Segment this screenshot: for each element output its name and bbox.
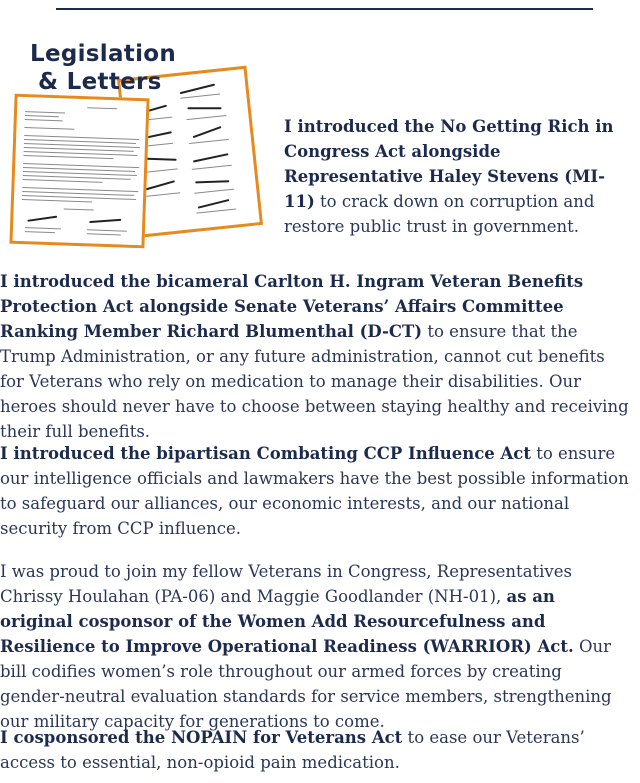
- item-text: to ensure our intelligence officials and lawmakers have the best possible information to safeguard our alliances, our economic interests, and our national security from CCP influence.: [0, 444, 629, 538]
- section-title-line2: & Letters: [38, 69, 162, 95]
- item-veteran-benefits-act: [0, 269, 630, 444]
- top-divider: [56, 8, 593, 10]
- item-bold: I introduced the bicameral Carlton H. Ingram Veteran Benefits Protection Act alongside Senate Veterans’ Affairs Committee Ranking Member Richard Blumenthal (D-CT): [0, 272, 584, 341]
- item-nopain-act: [0, 725, 630, 775]
- section-title-line1: Legislation: [30, 41, 177, 67]
- letter-page-image: [9, 94, 149, 249]
- item-warrior-act: [0, 559, 630, 734]
- item-text: Our bill codifies women’s role throughout our armed forces by creating gender-neutral evaluation standards for service members, strengthening our military capacity for generations to come.: [0, 637, 612, 731]
- item-bold: I cosponsored the NOPAIN for Veterans Act: [0, 728, 403, 747]
- item-bold: as an original cosponsor of the Women Add Resourcefulness and Resilience to Improve Operational Readiness (WARRIOR) Act.: [0, 587, 574, 656]
- item-no-getting-rich-act: [284, 114, 624, 239]
- section-title: [26, 40, 226, 96]
- item-text: to ease our Veterans’ access to essential, non-opioid pain medication.: [0, 728, 585, 772]
- item-ccp-influence-act: [0, 441, 630, 541]
- item-text: to ensure that the Trump Administration, or any future administration, cannot cut benefits for Veterans who rely on medication to manage their disabilities. Our heroes should never have to choose between staying healthy and receiving their full benefits.: [0, 322, 629, 441]
- item-text-pre: I was proud to join my fellow Veterans in Congress, Representatives Chrissy Houlahan (PA-06) and Maggie Goodlander (NH-01),: [0, 562, 572, 606]
- item-bold: I introduced the bipartisan Combating CCP Influence Act: [0, 444, 531, 463]
- item-bold: I introduced the No Getting Rich in Congress Act alongside Representative Haley Stevens (MI-11): [284, 117, 614, 211]
- item-text: to crack down on corruption and restore public trust in government.: [284, 192, 595, 236]
